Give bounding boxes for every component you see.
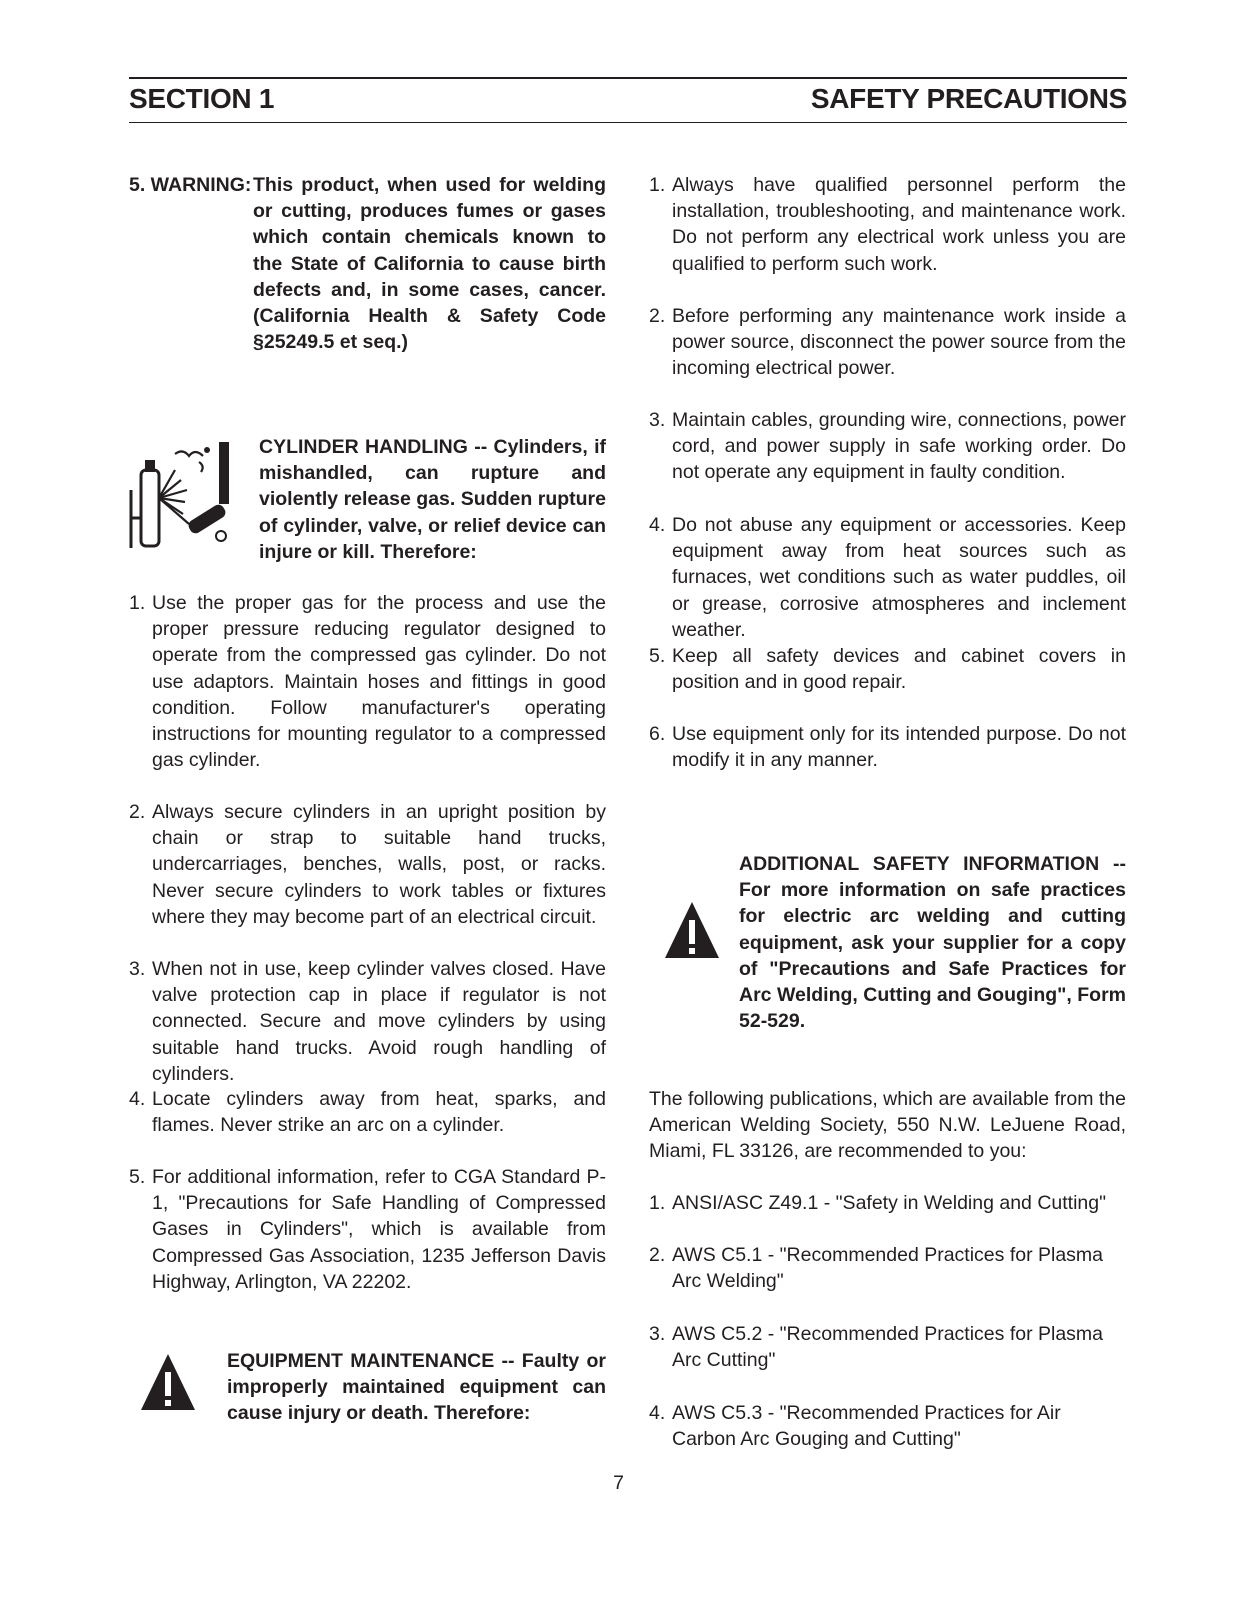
item-number: 4. <box>649 1402 666 1424</box>
item-number: 6. <box>649 723 666 745</box>
item-text: For additional information, refer to CGA Standard P-1, "Precautions for Safe Handling of Compressed Gases in Cylinders", which is available from Compressed Gas Association, 1235 Jefferson Davis Highway, Arlington, VA 22202. <box>152 1166 606 1293</box>
item-text: AWS C5.2 - "Recommended Practices for Plasma Arc Cutting" <box>672 1323 1104 1372</box>
equipment-maintenance-heading: EQUIPMENT MAINTENANCE -- Faulty or improperly maintained equipment can cause injury or death. Therefore: <box>227 1350 606 1425</box>
item-number: 1. <box>129 592 146 614</box>
additional-safety-heading: ADDITIONAL SAFETY INFORMATION -- For more information on safe practices for electric arc welding and cutting equipment, ask your supplier for a copy of "Precautions and Safe Practices for Arc Welding, Cutting and Gouging", Form 52-529. <box>739 853 1126 1033</box>
list-item <box>649 512 1126 643</box>
item-text: Maintain cables, grounding wire, connections, power cord, and power supply in safe working order. Do not operate any equipment in faulty condition. <box>672 409 1126 484</box>
item-text: Before performing any maintenance work inside a power source, disconnect the power source from the incoming electrical power. <box>672 305 1126 380</box>
item-text: AWS C5.1 - "Recommended Practices for Plasma Arc Welding" <box>672 1244 1104 1293</box>
item-text: AWS C5.3 - "Recommended Practices for Air Carbon Arc Gouging and Cutting" <box>672 1402 1061 1451</box>
warning-label: 5. WARNING: <box>129 174 252 196</box>
list-item <box>129 1086 606 1138</box>
warning-triangle-icon <box>663 900 721 960</box>
publications-intro: The following publications, which are available from the American Welding Society, 550 N.W. LeJuene Road, Miami, FL 33126, are recommended to you: <box>649 1088 1126 1163</box>
item-number: 3. <box>649 1323 666 1345</box>
item-text: Use the proper gas for the process and use the proper pressure reducing regulator designed to operate from the compressed gas cylinder. Do not use adaptors. Maintain hoses and fittings in good condition. Follow manufacturer's operating instructions for mounting regulator to a compressed gas cylinder. <box>152 592 606 772</box>
list-item <box>649 643 1126 695</box>
list-item <box>649 407 1126 486</box>
section-title: SAFETY PRECAUTIONS <box>810 83 1127 114</box>
page-header <box>129 77 1127 123</box>
item-text: Always secure cylinders in an upright position by chain or strap to suitable hand trucks, undercarriages, benches, walls, post, or racks. Never secure cylinders to work tables or fixtures where they may become part of an electrical circuit. <box>152 801 606 928</box>
list-item <box>129 799 606 930</box>
page-number: 7 <box>613 1472 624 1494</box>
warning-text: This product, when used for welding or cutting, produces fumes or gases which contain chemicals known to the State of California to cause birth defects and, in some cases, cancer. (California Health & Safety Code §25249.5 et seq.) <box>253 174 606 354</box>
list-item <box>129 590 606 773</box>
list-item <box>649 1190 1126 1216</box>
item-number: 3. <box>649 409 666 431</box>
item-number: 1. <box>649 1192 666 1214</box>
item-number: 1. <box>649 174 666 196</box>
item-text: Do not abuse any equipment or accessories. Keep equipment away from heat sources such as furnaces, wet conditions such as water puddles, oil or grease, corrosive atmospheres and inclement weather. <box>672 514 1126 641</box>
item-number: 4. <box>649 514 666 536</box>
list-item <box>649 1242 1126 1294</box>
cylinder-handling-heading: CYLINDER HANDLING -- Cylinders, if mishandled, can rupture and violently release gas. Sudden rupture of cylinder, valve, or relief device can injure or kill. Therefore: <box>259 436 606 563</box>
list-item <box>129 956 606 1087</box>
item-number: 5. <box>649 645 666 667</box>
california-warning <box>129 172 606 362</box>
item-text: Keep all safety devices and cabinet covers in position and in good repair. <box>672 645 1126 694</box>
list-item <box>649 721 1126 773</box>
warning-triangle-icon <box>139 1352 197 1412</box>
item-number: 3. <box>129 958 146 980</box>
item-number: 2. <box>649 1244 666 1266</box>
list-item <box>129 1164 606 1295</box>
list-item <box>649 1400 1126 1452</box>
item-number: 4. <box>129 1088 146 1110</box>
item-text: Always have qualified personnel perform the installation, troubleshooting, and maintenance work. Do not perform any electrical work unless you are qualified to perform such work. <box>672 174 1126 275</box>
list-item <box>649 303 1126 382</box>
list-item <box>649 1321 1126 1373</box>
list-item <box>649 172 1126 277</box>
item-text: ANSI/ASC Z49.1 - "Safety in Welding and Cutting" <box>672 1192 1107 1214</box>
item-number: 2. <box>129 801 146 823</box>
cylinder-hazard-icon <box>129 440 239 550</box>
item-text: When not in use, keep cylinder valves closed. Have valve protection cap in place if regulator is not connected. Secure and move cylinders by using suitable hand trucks. Avoid rough handling of cylinders. <box>152 958 606 1085</box>
item-text: Use equipment only for its intended purpose. Do not modify it in any manner. <box>672 723 1126 772</box>
item-number: 2. <box>649 305 666 327</box>
item-number: 5. <box>129 1166 146 1188</box>
item-text: Locate cylinders away from heat, sparks, and flames. Never strike an arc on a cylinder. <box>152 1088 606 1137</box>
section-number: SECTION 1 <box>129 83 275 114</box>
